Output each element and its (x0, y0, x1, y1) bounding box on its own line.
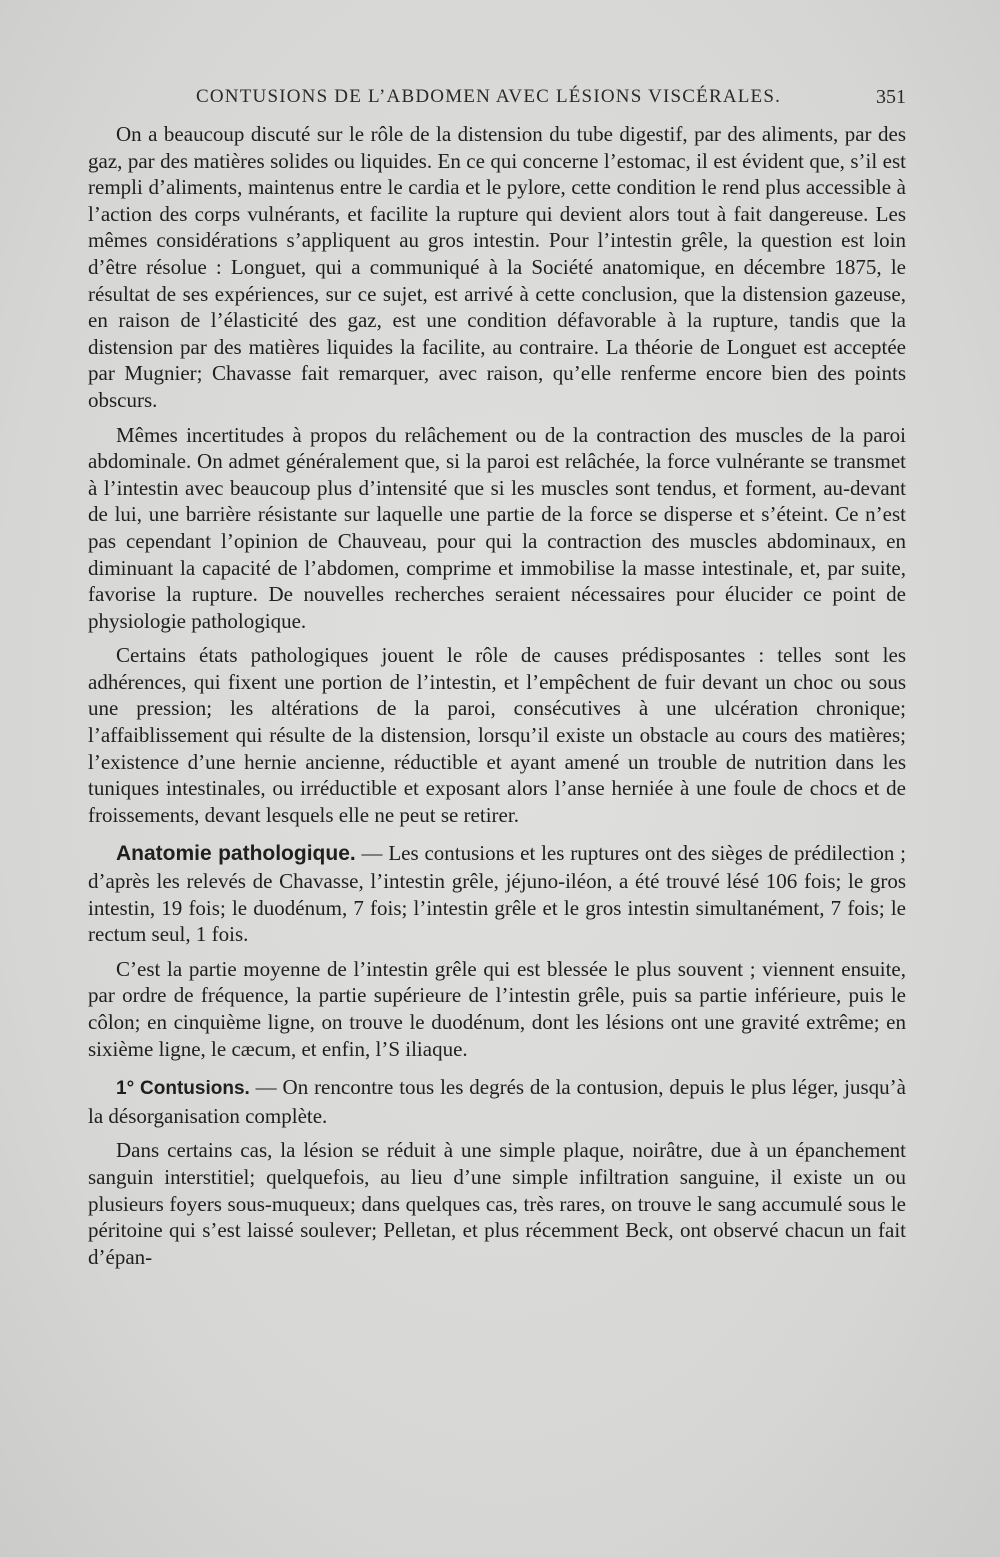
section-heading-anatomie: Anatomie pathologique. (116, 842, 356, 866)
paragraph-distension: On a beaucoup discuté sur le rôle de la distension du tube digestif, par des aliments, par des gaz, par des matières solides ou liquides. En ce qui concerne l’estomac, il est évident que, s’il est rempli d’aliments, maintenus entre le cardia et le pylore, cette condition le rend plus accessible à l’action des corps vulnérants, et facilite la rupture qui devient alors tout à fait dangereuse. Les mêmes considérations s’appliquent au gros intestin. Pour l’intestin grêle, la question est loin d’être résolue : Longuet, qui a communiqué à la Société anatomique, en décembre 1875, le résultat de ses expériences, sur ce sujet, est arrivé à cette conclusion, que la distension gazeuse, en raison de l’élasticité des gaz, est une condition défavorable à la rupture, tandis que la distension par des matières liquides la facilite, au contraire. La théorie de Longuet est acceptée par Mugnier; Chavasse fait remarquer, avec raison, qu’elle renferme encore bien des points obscurs. (88, 122, 906, 412)
page-number: 351 (876, 86, 906, 108)
body-text (88, 121, 906, 1270)
paragraph-certains-cas: Dans certains cas, la lésion se réduit à une simple plaque, noirâtre, due à un épanchement sanguin interstitiel; quelquefois, au lieu d’une simple infiltration sanguine, il existe un ou plusieurs foyers sous-muqueux; dans quelques cas, très rares, on trouve le sang accumulé sous le péritoine qui s’est laissé soulever; Pelletan, et plus récemment Beck, ont observé chacun un fait d’épan- (88, 1138, 906, 1269)
paragraph-muscles: Mêmes incertitudes à propos du relâchement ou de la contraction des muscles de la paroi abdominale. On admet généralement que, si la paroi est relâchée, la force vulnérante se transmet à l’intestin avec beaucoup plus d’intensité que si les muscles sont tendus, et forment, au-devant de lui, une barrière résistante sur laquelle une partie de la force se disperse et s’éteint. Ce n’est pas cependant l’opinion de Chauveau, pour qui la contraction des muscles abdominaux, en diminuant la capacité de l’abdomen, comprime et immobilise la masse intestinale, et, par suite, favorise la rupture. De nouvelles recherches seraient nécessaires pour élucider ce point de physiologie pathologique. (88, 422, 906, 633)
page-header (88, 86, 906, 116)
paragraph-contusions (88, 1074, 906, 1129)
paragraph-anatomie-text: — Les contusions et les ruptures ont des sièges de prédilection ; d’après les relevés de Chavasse, l’intestin grêle, jéjuno-iléon, a été trouvé lésé 106 fois; le gros intestin, 19 fois; le duodénum, 7 fois; l’intestin grêle et le gros intestin simultanément, 7 fois; le rectum seul, 1 fois. (88, 841, 906, 947)
paragraph-etats-pathologiques: Certains états pathologiques jouent le rôle de causes prédisposantes : telles sont les adhérences, qui fixent une portion de l’intestin, et l’empêchent de fuir devant un choc ou sous une pression; les altérations de la paroi, consécutives à une ulcération chronique; l’affaiblissement qui résulte de la distension, lorsqu’il existe un obstacle au cours des matières; l’existence d’une hernie ancienne, réductible et ayant amené un trouble de nutrition dans les tuniques intestinales, ou irréductible et exposant alors l’anse herniée à une foule de chocs et de froissements, devant lesquels elle ne peut se retirer. (88, 643, 906, 827)
paragraph-partie-moyenne: C’est la partie moyenne de l’intestin grêle qui est blessée le plus souvent ; viennent ensuite, par ordre de fréquence, la partie supérieure de l’intestin grêle, puis sa partie inférieure, puis le côlon; en cinquième ligne, on trouve le duodénum, dont les lésions ont une gravité extrême; en sixième ligne, le cæcum, et enfin, l’S iliaque. (88, 956, 906, 1061)
paragraph-anatomie (88, 840, 906, 947)
paragraph-contusions-text: — On rencontre tous les degrés de la contusion, depuis le plus léger, jusqu’à la désorganisation complète. (88, 1075, 906, 1128)
section-heading-contusions: 1° Contusions. (116, 1078, 250, 1100)
running-title: CONTUSIONS DE L’ABDOMEN AVEC LÉSIONS VISCÉRALES. (196, 86, 782, 107)
